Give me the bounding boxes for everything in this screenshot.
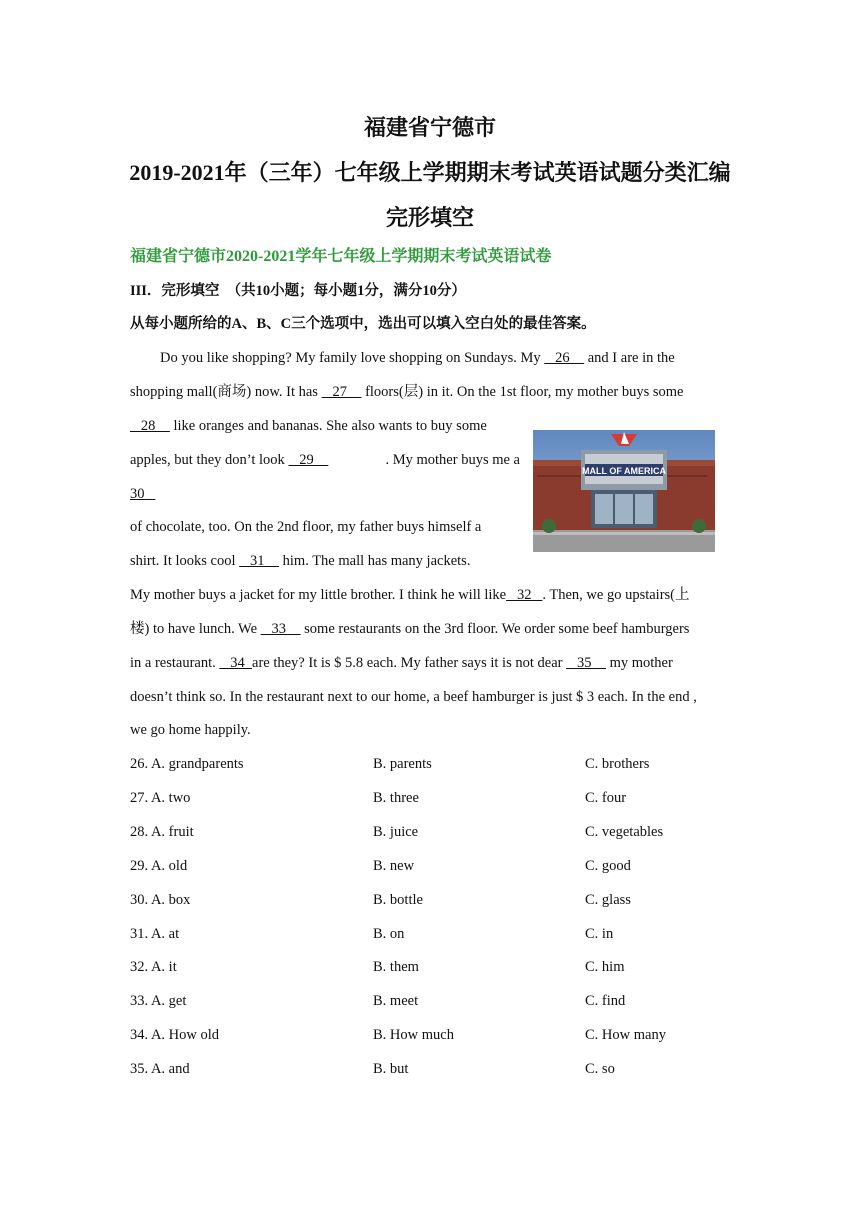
passage-line bbox=[130, 517, 481, 537]
option-b: B. meet bbox=[373, 993, 419, 1010]
blank-28: 28 bbox=[130, 418, 170, 434]
passage-line bbox=[130, 450, 520, 470]
doc-title-main: 2019-2021年（三年）七年级上学期期末考试英语试题分类汇编 bbox=[129, 160, 731, 185]
option-a: 31. A. at bbox=[130, 925, 180, 942]
passage-text: like oranges and bananas. She also wants to buy some bbox=[169, 418, 487, 434]
passage-line bbox=[160, 348, 675, 368]
passage-text: of chocolate, too. On the 2nd floor, my father buys himself a bbox=[130, 519, 482, 535]
option-a: 29. A. old bbox=[130, 857, 188, 874]
option-b: B. three bbox=[373, 789, 419, 806]
option-b: B. juice bbox=[373, 823, 419, 840]
passage-line bbox=[130, 619, 689, 639]
option-b: B. How much bbox=[373, 1027, 454, 1044]
mall-sign-text: MALL OF AMERICA bbox=[582, 466, 666, 476]
option-a: 33. A. get bbox=[130, 993, 187, 1010]
passage-line bbox=[130, 416, 487, 436]
blank-27: 27 bbox=[321, 384, 362, 400]
option-b: B. but bbox=[373, 1061, 409, 1078]
option-b: B. bottle bbox=[373, 891, 423, 908]
passage-text: Do you like shopping? My family love shopping on Sundays. My bbox=[160, 350, 545, 366]
passage-text: in a restaurant. bbox=[130, 655, 220, 671]
option-c: C. find bbox=[585, 993, 626, 1010]
passage-text: some restaurants on the 3rd floor. We order some beef hamburgers bbox=[300, 621, 690, 637]
passage-line bbox=[130, 551, 470, 571]
option-c: C. glass bbox=[585, 891, 631, 908]
option-c: C. him bbox=[585, 959, 625, 976]
blank-31: 31 bbox=[239, 553, 280, 569]
passage-line bbox=[130, 720, 251, 740]
blank-29: 29 bbox=[288, 452, 329, 468]
blank-30: 30 bbox=[130, 486, 156, 502]
passage-line bbox=[130, 687, 697, 707]
blank-33: 33 bbox=[260, 621, 301, 637]
option-b: B. them bbox=[373, 959, 419, 976]
option-a: 35. A. and bbox=[130, 1061, 190, 1078]
passage-text: my mother bbox=[605, 655, 673, 671]
section-instruction: 从每小题所给的A、B、C三个选项中，选出可以填入空白处的最佳答案。 bbox=[130, 316, 596, 332]
passage-text: 楼) to have lunch. We bbox=[130, 621, 261, 637]
passage-text: apples, but they don’t look bbox=[130, 452, 289, 468]
passage-text: . Then, we go upstairs(上 bbox=[542, 587, 690, 603]
mall-of-america-photo bbox=[533, 430, 715, 552]
option-c: C. How many bbox=[585, 1027, 666, 1044]
option-a: 32. A. it bbox=[130, 959, 177, 976]
passage-text: . My mother buys me a bbox=[385, 452, 520, 468]
option-b: B. parents bbox=[373, 756, 432, 772]
passage-text: him. The mall has many jackets. bbox=[279, 553, 471, 569]
blank-35: 35 bbox=[566, 655, 606, 671]
option-b: B. new bbox=[373, 857, 415, 874]
source-exam-title: 福建省宁德市2020-2021学年七年级上学期期末考试英语试卷 bbox=[130, 248, 552, 265]
passage-text: and I are in the bbox=[584, 350, 675, 366]
option-b: B. on bbox=[373, 925, 405, 942]
option-a: 27. A. two bbox=[130, 789, 191, 806]
passage-line bbox=[130, 484, 155, 504]
passage-text: floors(层) in it. On the 1st floor, my mother buys some bbox=[361, 384, 684, 400]
passage-line bbox=[130, 382, 683, 402]
doc-title-region: 福建省宁德市 bbox=[363, 115, 496, 140]
section-heading: III．完形填空 （共10小题；每小题1分，满分10分） bbox=[130, 283, 466, 299]
option-c: C. vegetables bbox=[585, 823, 664, 840]
passage-text: My mother buys a jacket for my little brother. I think he will like bbox=[130, 587, 507, 603]
option-a: 28. A. fruit bbox=[130, 823, 194, 840]
passage-line bbox=[130, 653, 673, 673]
option-c: C. in bbox=[585, 925, 614, 942]
passage-text: we go home happily. bbox=[130, 722, 251, 738]
mall-photo-illustration bbox=[533, 430, 715, 552]
passage-text: doesn’t think so. In the restaurant next to our home, a beef hamburger is just $ 3 each. In the end , bbox=[130, 689, 697, 705]
passage-text: shopping mall(商场) now. It has bbox=[130, 384, 322, 400]
option-c: C. brothers bbox=[585, 756, 650, 772]
option-c: C. four bbox=[585, 789, 627, 806]
blank-32: 32 bbox=[506, 587, 543, 603]
blank-34: 34 bbox=[219, 655, 253, 671]
blank-26: 26 bbox=[544, 350, 585, 366]
passage-text: shirt. It looks cool bbox=[130, 553, 240, 569]
option-c: C. so bbox=[585, 1061, 615, 1078]
option-a: 30. A. box bbox=[130, 891, 191, 908]
doc-title-topic: 完形填空 bbox=[385, 205, 474, 230]
option-a: 26. A. grandparents bbox=[130, 756, 244, 772]
passage-line bbox=[130, 585, 690, 605]
option-a: 34. A. How old bbox=[130, 1027, 220, 1044]
option-c: C. good bbox=[585, 857, 631, 874]
passage-text: are they? It is $ 5.8 each. My father says it is not dear bbox=[252, 655, 567, 671]
